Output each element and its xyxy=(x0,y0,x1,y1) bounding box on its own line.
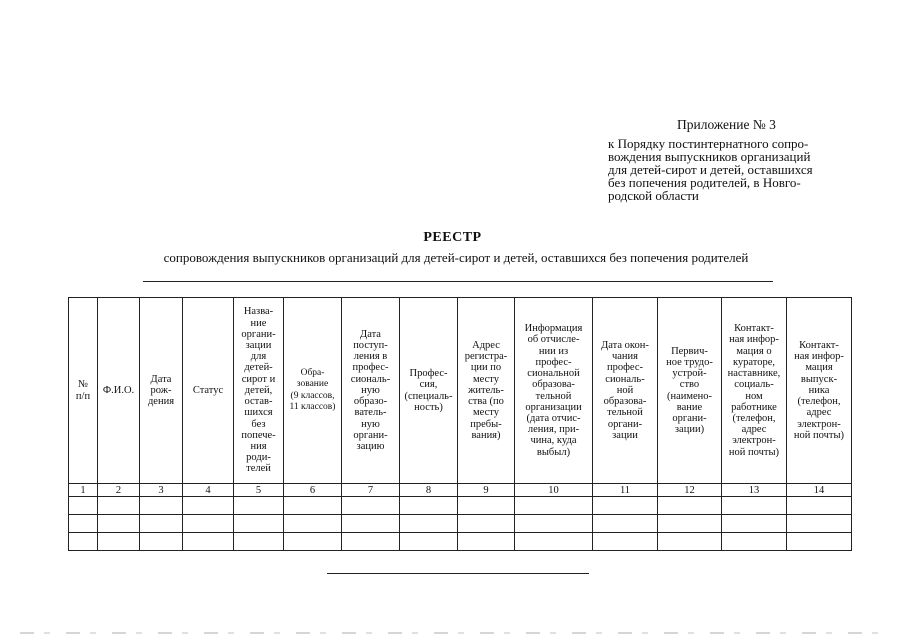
table-cell xyxy=(342,497,400,515)
bottom-rule xyxy=(327,573,589,574)
table-cell xyxy=(284,497,342,515)
table-cell xyxy=(69,497,98,515)
table-cell xyxy=(458,515,515,533)
column-number: 5 xyxy=(234,484,284,497)
column-header: Контакт- ная инфор- мация о кураторе, наставнике, социаль- ном работнике (телефон, адрес электрон- ной почты) xyxy=(722,298,787,484)
table-cell xyxy=(658,515,722,533)
table-cell xyxy=(658,533,722,551)
column-number: 8 xyxy=(400,484,458,497)
table-cell xyxy=(722,533,787,551)
column-header: Ф.И.О. xyxy=(98,298,140,484)
column-header: Обра- зование (9 классов, 11 классов) xyxy=(284,298,342,484)
column-number: 12 xyxy=(658,484,722,497)
column-number: 6 xyxy=(284,484,342,497)
appendix-line: вождения выпускников организаций xyxy=(608,149,811,164)
table-cell xyxy=(284,515,342,533)
appendix-line: без попечения родителей, в Новго- xyxy=(608,175,801,190)
table-cell xyxy=(183,515,234,533)
table-cell xyxy=(593,497,658,515)
column-header: Дата рож- дения xyxy=(140,298,183,484)
table-cell xyxy=(458,533,515,551)
table-cell xyxy=(400,515,458,533)
column-number: 7 xyxy=(342,484,400,497)
column-header: Информация об отчисле- нии из профес- сиональной образова- тельной организации (дата отчис- ления, при- чина, куда выбыл) xyxy=(515,298,593,484)
table-cell xyxy=(342,515,400,533)
column-number: 4 xyxy=(183,484,234,497)
column-header: Профес- сия, (специаль- ность) xyxy=(400,298,458,484)
document-subtitle: сопровождения выпускников организаций для детей-сирот и детей, оставшихся без попечения родителей xyxy=(163,250,749,265)
appendix-line: родской области xyxy=(608,188,699,203)
title-underline xyxy=(143,281,773,282)
table-cell xyxy=(593,515,658,533)
table-cell xyxy=(98,533,140,551)
column-number: 3 xyxy=(140,484,183,497)
table-cell xyxy=(140,533,183,551)
table-cell xyxy=(140,497,183,515)
table-cell xyxy=(342,533,400,551)
column-header: № п/п xyxy=(69,298,98,484)
column-header: Назва- ние органи- зации для детей- сирот и детей, остав- шихся без попече- ния роди- телей xyxy=(234,298,284,484)
table-cell xyxy=(234,533,284,551)
table-cell xyxy=(722,515,787,533)
appendix-block xyxy=(608,118,848,202)
table-row xyxy=(69,533,852,551)
appendix-line: к Порядку постинтернатного сопро- xyxy=(608,136,809,151)
table-cell xyxy=(234,515,284,533)
column-number: 1 xyxy=(69,484,98,497)
column-number-row xyxy=(69,484,852,497)
registry-table xyxy=(68,297,852,551)
table-cell xyxy=(183,533,234,551)
table-cell xyxy=(515,497,593,515)
table-cell xyxy=(515,515,593,533)
table-cell xyxy=(98,497,140,515)
column-number: 13 xyxy=(722,484,787,497)
table-cell xyxy=(787,533,852,551)
table-cell xyxy=(400,497,458,515)
column-number: 11 xyxy=(593,484,658,497)
table-cell xyxy=(69,515,98,533)
table-cell xyxy=(284,533,342,551)
column-number: 9 xyxy=(458,484,515,497)
scan-artifact xyxy=(20,632,890,634)
table-cell xyxy=(787,497,852,515)
column-header: Дата окон- чания профес- сиональ- ной образова- тельной органи- зации xyxy=(593,298,658,484)
table-cell xyxy=(722,497,787,515)
table-cell xyxy=(515,533,593,551)
column-header: Дата поступ- ления в профес- сиональ- ную образо- ватель- ную органи- зацию xyxy=(342,298,400,484)
appendix-title: Приложение № 3 xyxy=(677,117,776,132)
appendix-line: для детей-сирот и детей, оставшихся xyxy=(608,162,813,177)
table-cell xyxy=(234,497,284,515)
column-number: 2 xyxy=(98,484,140,497)
header-row xyxy=(69,298,852,484)
table-cell xyxy=(458,497,515,515)
table-cell xyxy=(140,515,183,533)
document-title: РЕЕСТР xyxy=(423,230,482,245)
column-header: Первич- ное трудо- устрой- ство (наимено- вание органи- зации) xyxy=(658,298,722,484)
table-cell xyxy=(787,515,852,533)
column-header: Статус xyxy=(183,298,234,484)
table-cell xyxy=(98,515,140,533)
table-row xyxy=(69,497,852,515)
column-header: Контакт- ная инфор- мация выпуск- ника (телефон, адрес электрон- ной почты) xyxy=(787,298,852,484)
table-row xyxy=(69,515,852,533)
table-cell xyxy=(593,533,658,551)
column-number: 10 xyxy=(515,484,593,497)
table-cell xyxy=(658,497,722,515)
table-cell xyxy=(69,533,98,551)
column-header: Адрес регистра- ции по месту житель- ства (по месту пребы- вания) xyxy=(458,298,515,484)
table-cell xyxy=(400,533,458,551)
table-cell xyxy=(183,497,234,515)
column-number: 14 xyxy=(787,484,852,497)
